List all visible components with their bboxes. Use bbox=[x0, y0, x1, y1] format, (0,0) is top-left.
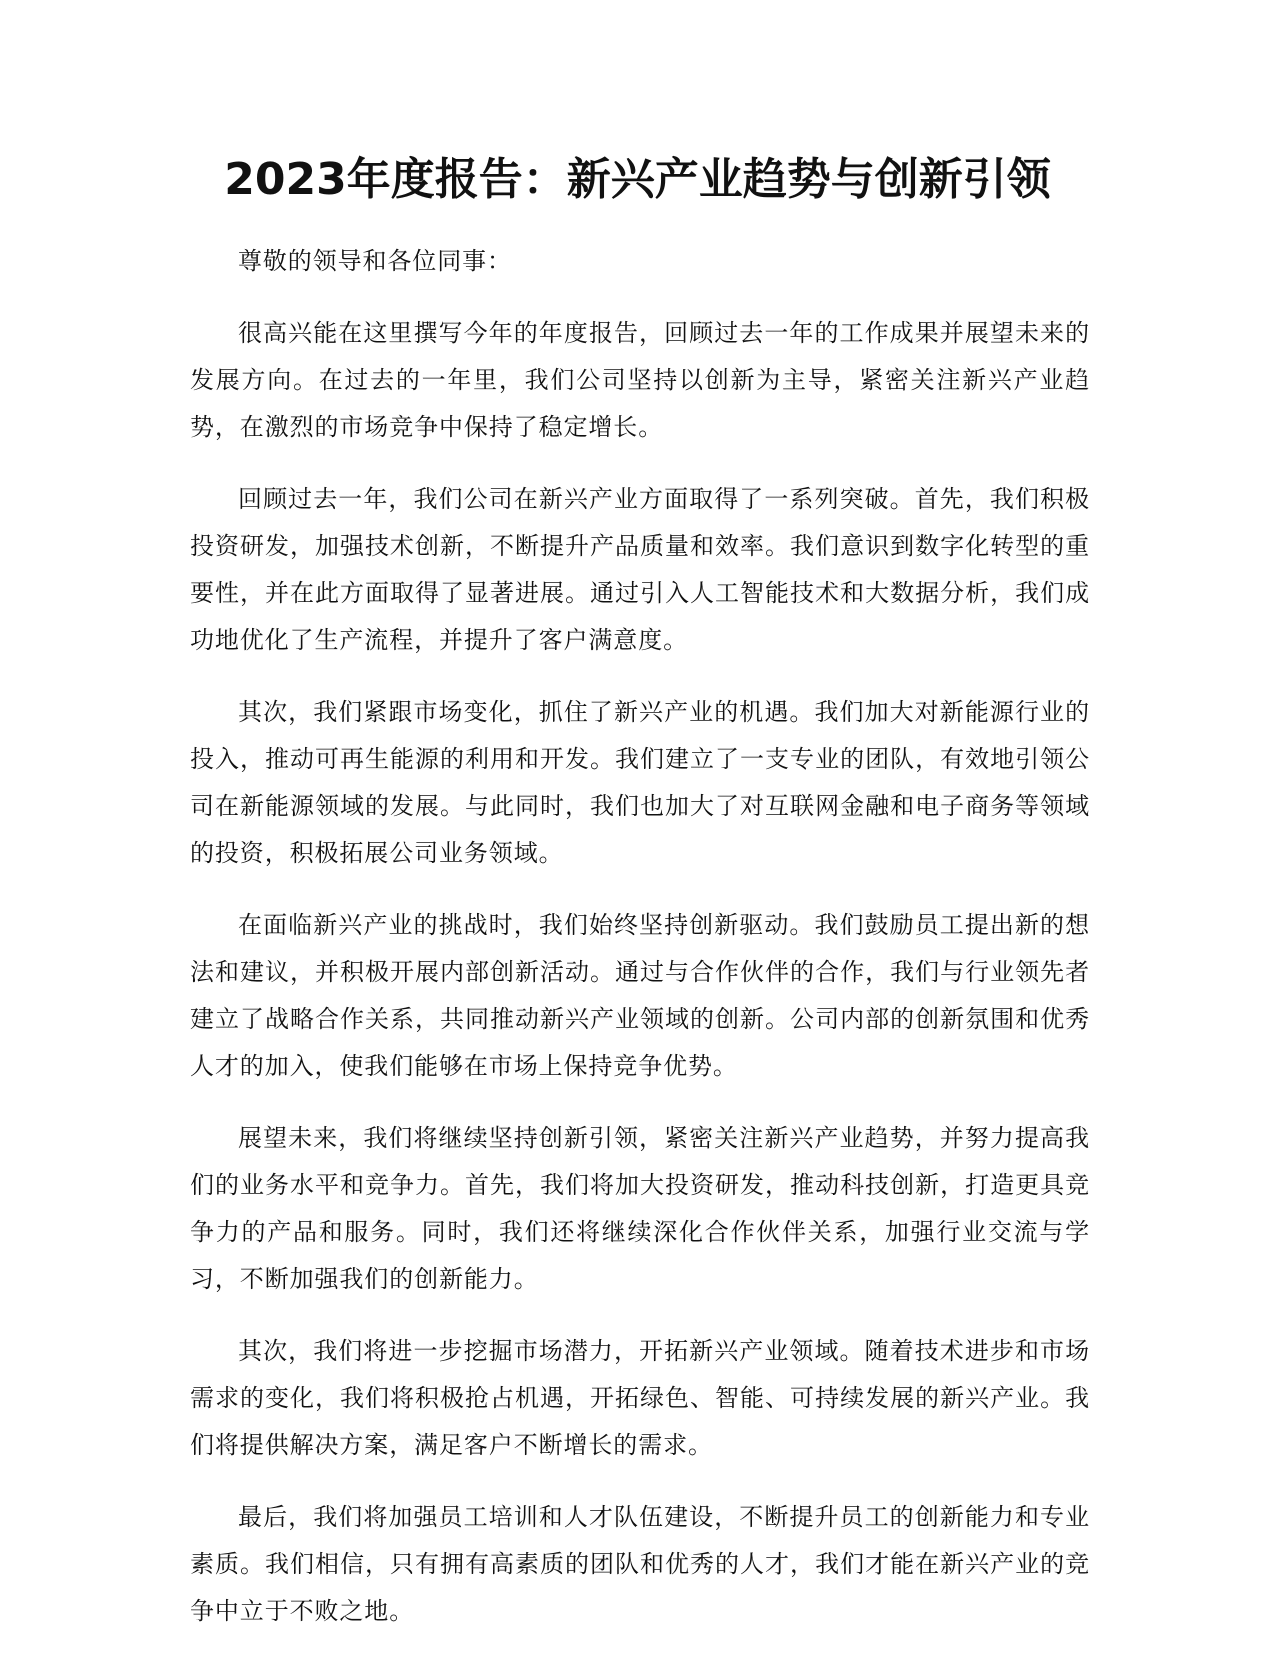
paragraph-innovation-drive: 在面临新兴产业的挑战时，我们始终坚持创新驱动。我们鼓励员工提出新的想法和建议，并积极开展内部创新活动。通过与合作伙伴的合作，我们与行业领先者建立了战略合作关系，共同推动新兴产业领域的创新。公司内部的创新氛围和优秀人才的加入，使我们能够在市场上保持竞争优势。 bbox=[190, 911, 1090, 1080]
paragraph-market-opportunities: 其次，我们紧跟市场变化，抓住了新兴产业的机遇。我们加大对新能源行业的投入，推动可再生能源的利用和开发。我们建立了一支专业的团队，有效地引领公司在新能源领域的发展。与此同时，我们也加大了对互联网金融和电子商务等领域的投资，积极拓展公司业务领域。 bbox=[190, 698, 1090, 867]
paragraph-talent-development: 最后，我们将加强员工培训和人才队伍建设，不断提升员工的创新能力和专业素质。我们相信，只有拥有高素质的团队和优秀的人才，我们才能在新兴产业的竞争中立于不败之地。 bbox=[190, 1503, 1090, 1625]
paragraph-market-expansion: 其次，我们将进一步挖掘市场潜力，开拓新兴产业领域。随着技术进步和市场需求的变化，我们将积极抢占机遇，开拓绿色、智能、可持续发展的新兴产业。我们将提供解决方案，满足客户不断增长的需求。 bbox=[190, 1337, 1090, 1459]
document-title: 2023年度报告：新兴产业趋势与创新引领 bbox=[224, 154, 1051, 205]
paragraph-introduction: 很高兴能在这里撰写今年的年度报告，回顾过去一年的工作成果并展望未来的发展方向。在过去的一年里，我们公司坚持以创新为主导，紧密关注新兴产业趋势，在激烈的市场竞争中保持了稳定增长。 bbox=[190, 319, 1090, 441]
paragraph-salutation: 尊敬的领导和各位同事： bbox=[238, 247, 512, 275]
paragraph-outlook: 展望未来，我们将继续坚持创新引领，紧密关注新兴产业趋势，并努力提高我们的业务水平和竞争力。首先，我们将加大投资研发，推动科技创新，打造更具竞争力的产品和服务。同时，我们还将继续深化合作伙伴关系，加强行业交流与学习，不断加强我们的创新能力。 bbox=[190, 1124, 1090, 1293]
paragraph-review: 回顾过去一年，我们公司在新兴产业方面取得了一系列突破。首先，我们积极投资研发，加强技术创新，不断提升产品质量和效率。我们意识到数字化转型的重要性，并在此方面取得了显著进展。通过引入人工智能技术和大数据分析，我们成功地优化了生产流程，并提升了客户满意度。 bbox=[190, 485, 1090, 654]
document-body bbox=[190, 238, 1090, 1660]
